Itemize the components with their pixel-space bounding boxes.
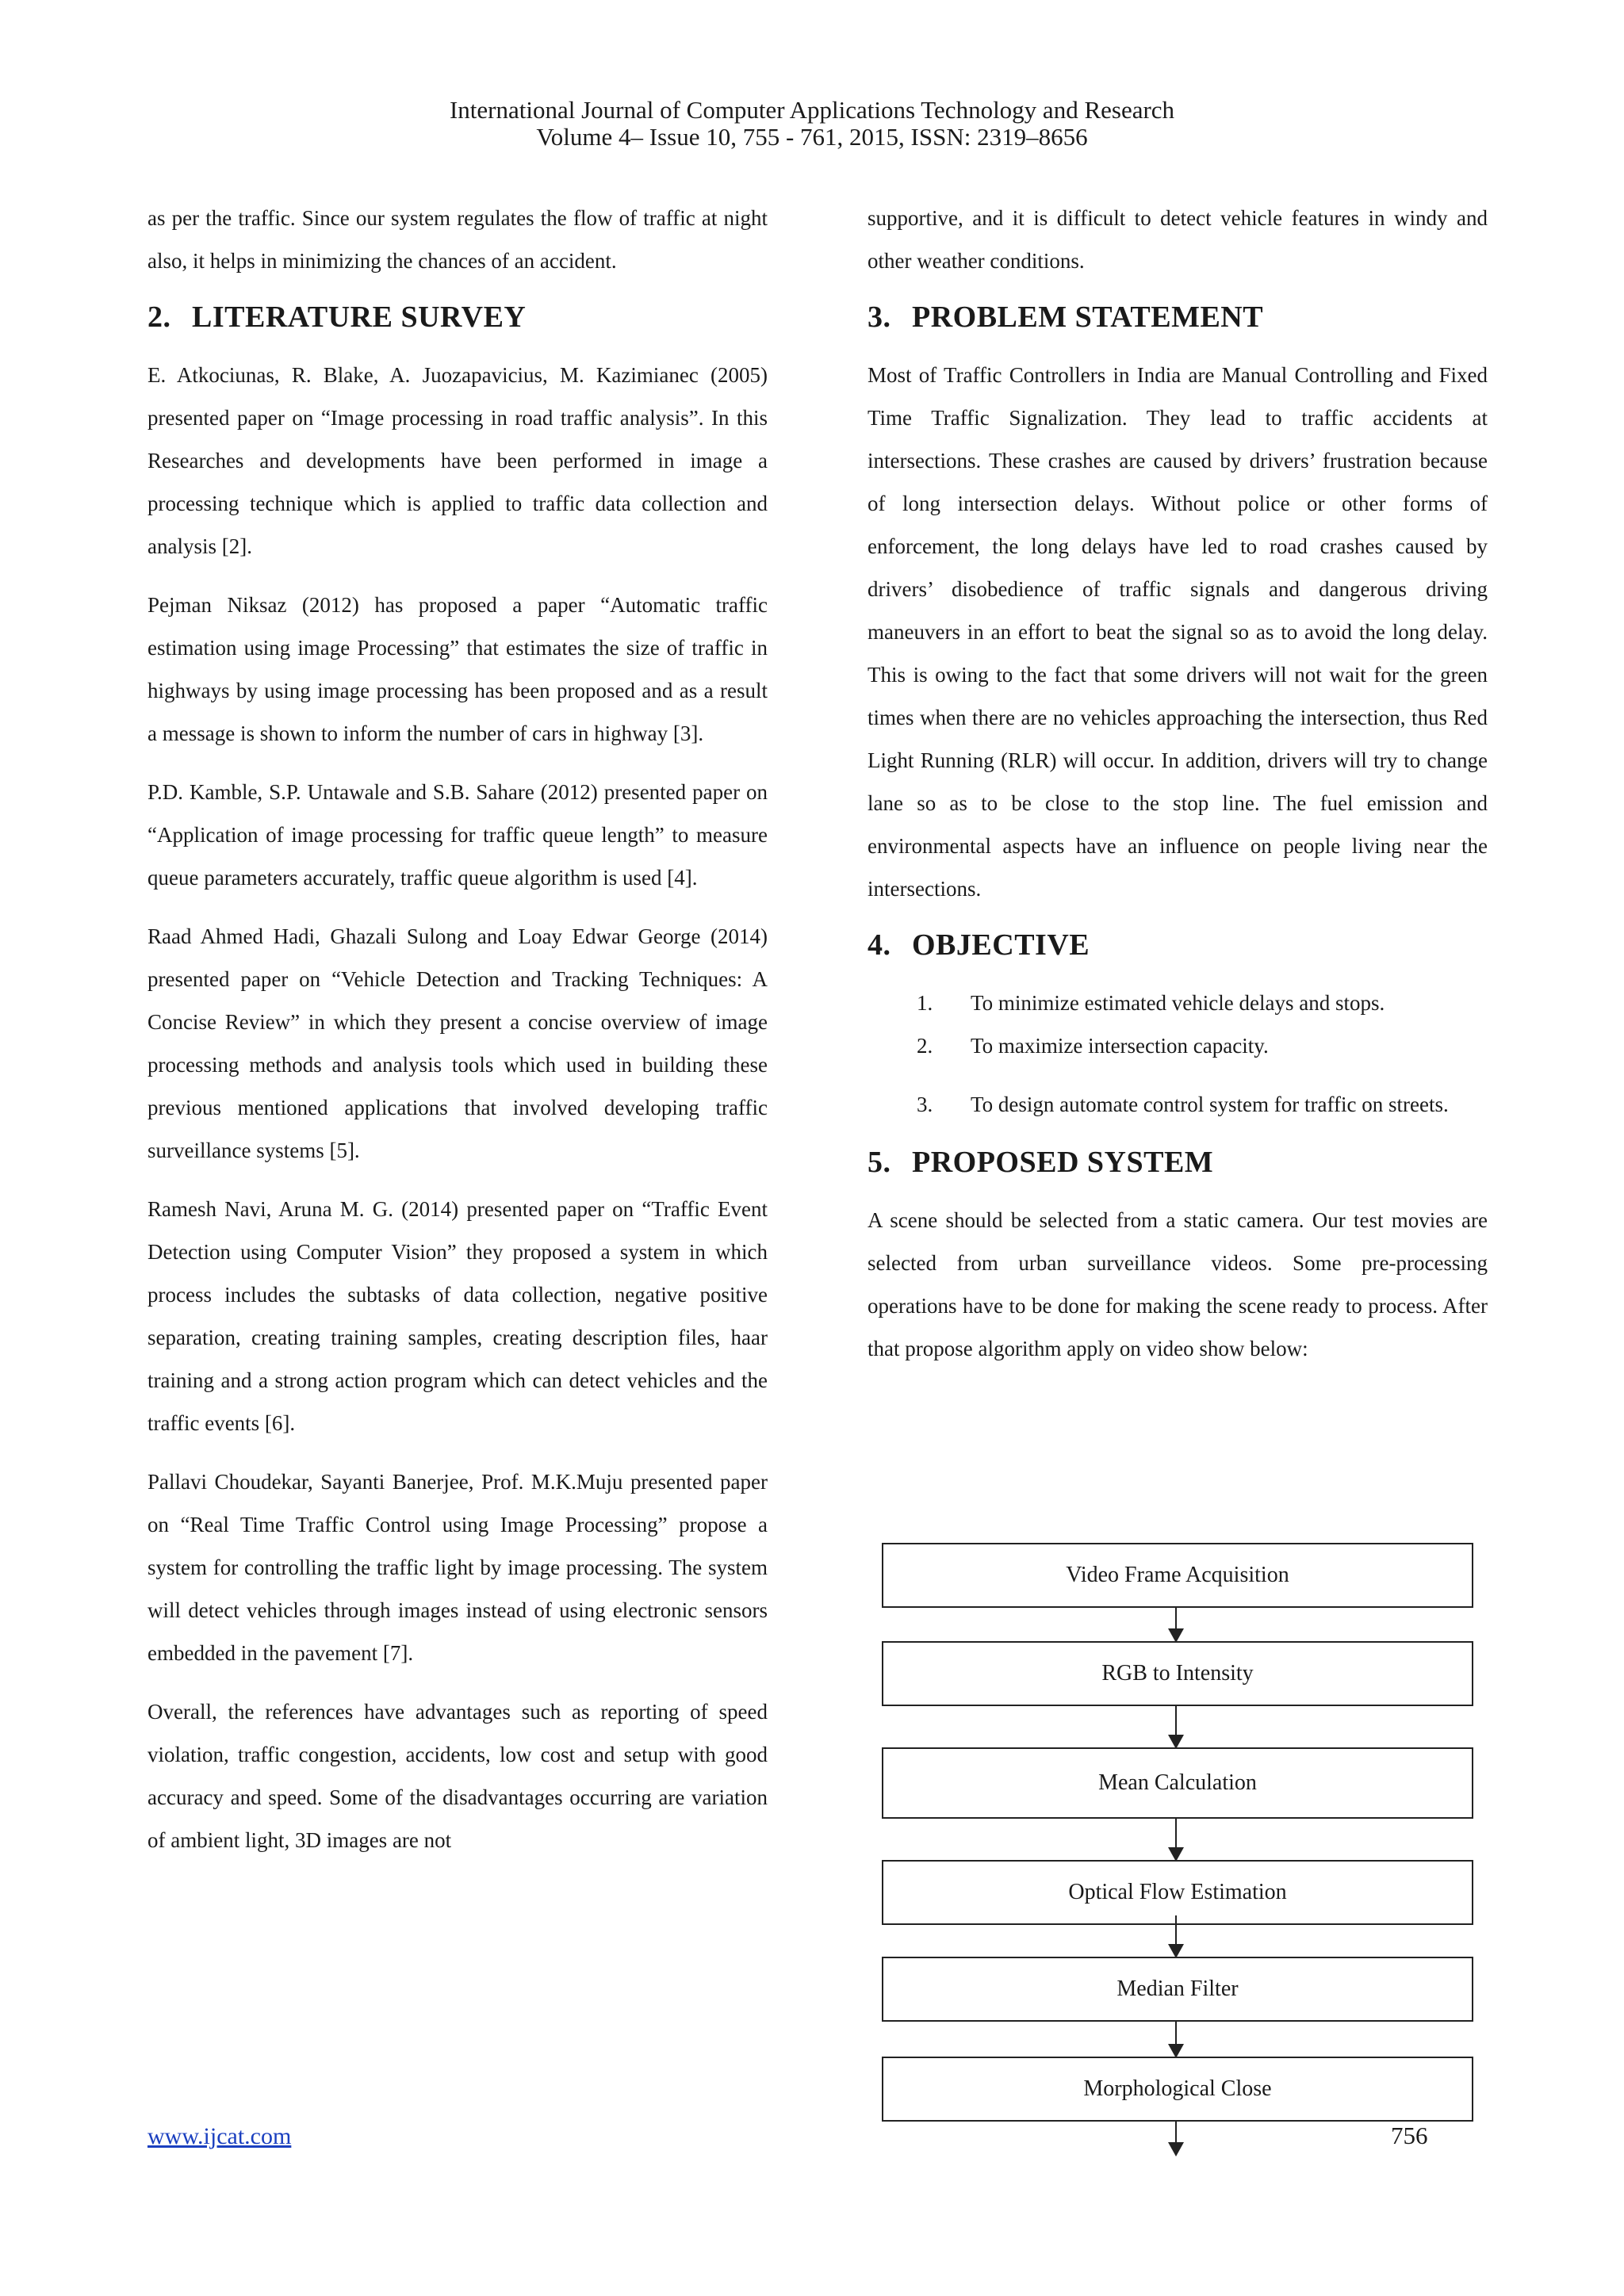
section-title: LITERATURE SURVEY <box>192 300 527 334</box>
section-heading-proposed-system <box>868 1143 1488 1181</box>
literature-paragraph: Raad Ahmed Hadi, Ghazali Sulong and Loay Edwar George (2014) presented paper on “Vehicle Detection and Tracking Techniques: A Concise Review” in which they present a concise overview of image processing methods and analysis tools which used in building these previous mentioned applications that involved developing traffic surveillance systems [5]. <box>147 924 768 1162</box>
flow-arrow <box>1175 1606 1177 1641</box>
list-item <box>868 1083 1488 1126</box>
intro-tail-left: as per the traffic. Since our system regulates the flow of traffic at night also, it helps in minimizing the chances of an accident. <box>147 206 768 273</box>
flowchart <box>882 1543 1473 2161</box>
journal-website-link[interactable]: www.ijcat.com <box>147 2123 292 2149</box>
objective-list <box>868 982 1488 1126</box>
journal-title: International Journal of Computer Applications Technology and Research <box>449 96 1175 124</box>
flow-step-morphological-close: Morphological Close <box>882 2057 1473 2122</box>
proposed-system-text: A scene should be selected from a static camera. Our test movies are selected from urban surveillance videos. Some pre-processing operations have to be done for making the scene ready to process. After that propose algorithm apply on video show below: <box>868 1208 1488 1360</box>
literature-paragraph: Ramesh Navi, Aruna M. G. (2014) presented paper on “Traffic Event Detection using Computer Vision” they proposed a system in which process includes the subtasks of data collection, negative positive separation, creating training samples, creating description files, haar training and a strong action program which can detect vehicles and the traffic events [6]. <box>147 1197 768 1435</box>
section-number: 4. <box>868 928 891 962</box>
flow-arrow <box>1175 1915 1177 1957</box>
section-heading-problem-statement <box>868 298 1488 336</box>
list-number: 1. <box>917 991 933 1015</box>
list-text: To maximize intersection capacity. <box>971 1034 1269 1058</box>
list-text: To design automate control system for traffic on streets. <box>971 1093 1449 1116</box>
list-item <box>868 1024 1488 1067</box>
literature-paragraph: E. Atkociunas, R. Blake, A. Juozapavicius, M. Kazimianec (2005) presented paper on “Image processing in road traffic analysis”. In this Researches and developments have been performed in image a processing technique which is applied to traffic data collection and analysis [2]. <box>147 363 768 558</box>
page-number: 756 <box>1391 2122 1428 2149</box>
problem-statement-text: Most of Traffic Controllers in India are Manual Controlling and Fixed Time Traffic Signalization. They lead to traffic accidents at intersections. These crashes are caused by drivers’ frustration because of long intersection delays. Without police or other forms of enforcement, the long delays have led to road crashes caused by drivers’ disobedience of traffic signals and dangerous driving maneuvers in an effort to beat the signal so as to avoid the long delay. This is owing to the fact that some drivers will not wait for the green times when there are no vehicles approaching the intersection, thus Red Light Running (RLR) will occur. In addition, drivers will try to change lane so as to be close to the stop line. The fuel emission and environmental aspects have an influence on people living near the intersections. <box>868 363 1488 901</box>
flow-arrow <box>1175 1817 1177 1860</box>
literature-paragraph: P.D. Kamble, S.P. Untawale and S.B. Sahare (2012) presented paper on “Application of image processing for traffic queue length” to measure queue parameters accurately, traffic queue algorithm is used [4]. <box>147 780 768 890</box>
flow-step-median-filter: Median Filter <box>882 1957 1473 2022</box>
literature-paragraph: Pejman Niksaz (2012) has proposed a paper “Automatic traffic estimation using image Processing” that estimates the size of traffic in highways by using image processing has been proposed and as a result a message is shown to inform the number of cars in highway [3]. <box>147 593 768 745</box>
section-title: PROPOSED SYSTEM <box>912 1146 1214 1179</box>
list-number: 3. <box>917 1093 933 1116</box>
section-title: PROBLEM STATEMENT <box>912 300 1264 334</box>
section-number: 5. <box>868 1146 891 1179</box>
section-title: OBJECTIVE <box>912 928 1090 962</box>
list-text: To minimize estimated vehicle delays and stops. <box>971 991 1385 1015</box>
literature-paragraph: Pallavi Choudekar, Sayanti Banerjee, Prof. M.K.Muju presented paper on “Real Time Traffic Control using Image Processing” propose a system for controlling the traffic light by image processing. The system will detect vehicles through images instead of using electronic sensors embedded in the pavement [7]. <box>147 1470 768 1665</box>
flow-step-optical-flow-estimation: Optical Flow Estimation <box>882 1860 1473 1925</box>
journal-header <box>0 97 1624 151</box>
journal-volume: Volume 4– Issue 10, 755 - 761, 2015, ISSN: 2319–8656 <box>536 123 1088 151</box>
section-number: 3. <box>868 300 891 334</box>
flow-arrow <box>1175 2120 1177 2155</box>
flow-arrow <box>1175 1705 1177 1747</box>
flow-step-mean-calculation: Mean Calculation <box>882 1747 1473 1819</box>
list-number: 2. <box>917 1034 933 1058</box>
flow-step-video-frame-acquisition: Video Frame Acquisition <box>882 1543 1473 1608</box>
flow-step-rgb-to-intensity: RGB to Intensity <box>882 1641 1473 1706</box>
section-heading-literature-survey <box>147 298 768 336</box>
intro-tail-right: supportive, and it is difficult to detect vehicle features in windy and other weather conditions. <box>868 206 1488 273</box>
left-column <box>147 197 768 1877</box>
section-number: 2. <box>147 300 171 334</box>
section-heading-objective <box>868 926 1488 964</box>
right-column <box>868 197 1488 1386</box>
list-item <box>868 982 1488 1024</box>
literature-paragraph: Overall, the references have advantages such as reporting of speed violation, traffic congestion, accidents, low cost and setup with good accuracy and speed. Some of the disadvantages occurring are variation of ambient light, 3D images are not <box>147 1700 768 1852</box>
flow-arrow <box>1175 2020 1177 2057</box>
